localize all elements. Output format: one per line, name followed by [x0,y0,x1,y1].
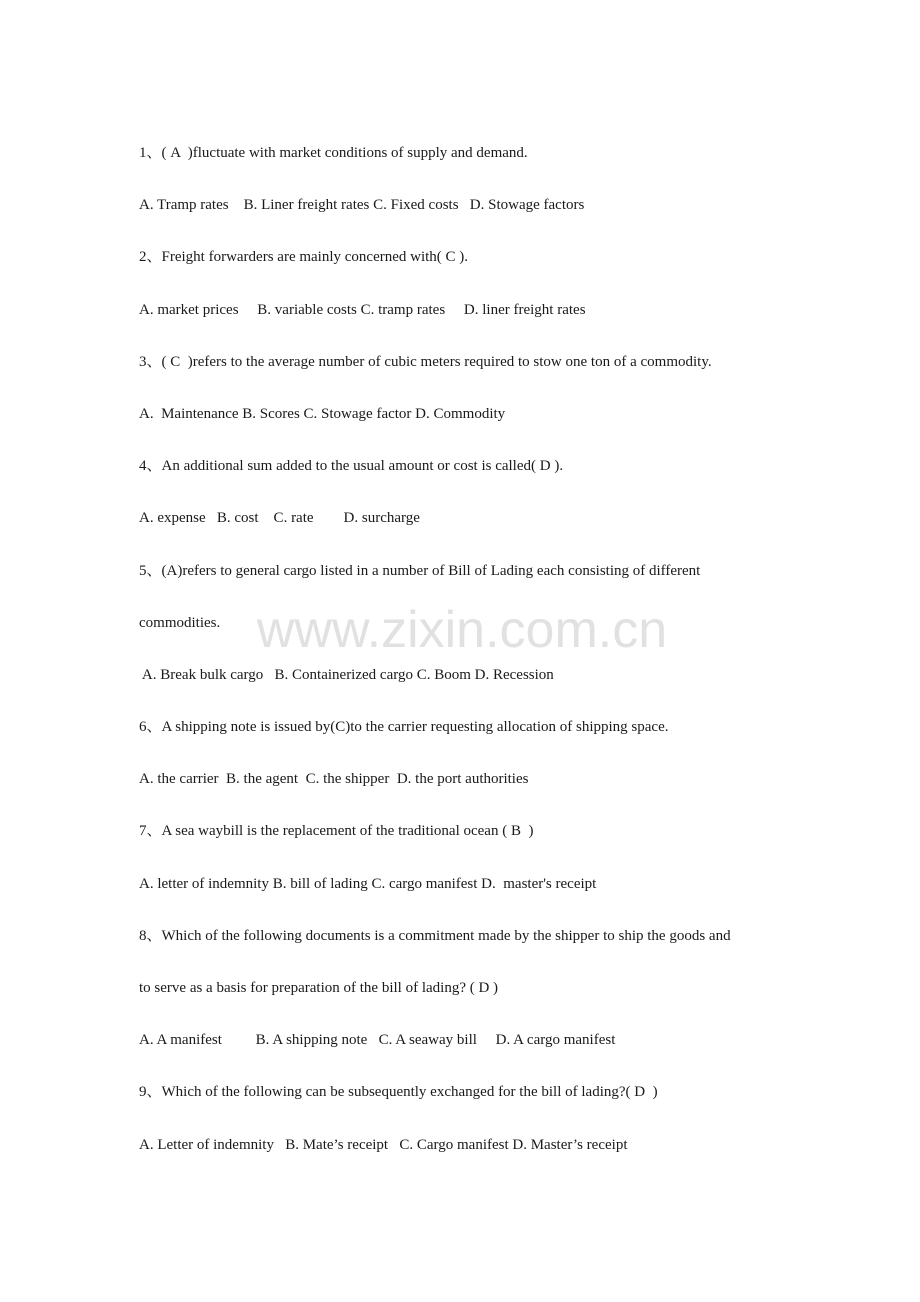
question-6-options: A. the carrier B. the agent C. the shipper D. the port authorities [139,771,529,788]
question-8-text: 8、Which of the following documents is a commitment made by the shipper to ship the goods and [139,927,731,944]
question-9-options: A. Letter of indemnity B. Mate’s receipt C. Cargo manifest D. Master’s receipt [139,1136,628,1153]
question-4-options: A. expense B. cost C. rate D. surcharge [139,510,420,527]
question-5-text-continued: commodities. [139,614,221,631]
question-9-text: 9、Which of the following can be subsequently exchanged for the bill of lading?( D ) [139,1084,658,1101]
question-4-text: 4、An additional sum added to the usual amount or cost is called( D ). [139,458,564,475]
question-2-text: 2、Freight forwarders are mainly concerned with( C ). [139,249,469,266]
question-8-text-continued: to serve as a basis for preparation of the bill of lading? ( D ) [139,980,499,996]
question-3-options: A. Maintenance B. Scores C. Stowage factor D. Commodity [139,405,506,422]
question-2-options: A. market prices B. variable costs C. tramp rates D. liner freight rates [139,301,586,318]
question-1-options: A. Tramp rates B. Liner freight rates C. Fixed costs D. Stowage factors [139,197,585,214]
question-7-options: A. letter of indemnity B. bill of lading C. cargo manifest D. master's receipt [139,875,597,892]
watermark: www.zixin.com.cn [256,601,668,659]
question-1-text: 1、( A )fluctuate with market conditions of supply and demand. [139,145,528,161]
question-list [139,127,799,1171]
question-5-text: 5、(A)refers to general cargo listed in a number of Bill of Lading each consisting of different [139,562,701,579]
question-7-text: 7、A sea waybill is the replacement of the traditional ocean ( B ) [139,823,534,840]
question-3-text: 3、( C )refers to the average number of cubic meters required to stow one ton of a commodity. [139,353,712,370]
question-8-options: A. A manifest B. A shipping note C. A seaway bill D. A cargo manifest [139,1032,616,1049]
question-6-text: 6、A shipping note is issued by(C)to the carrier requesting allocation of shipping space. [139,719,669,736]
question-5-options: A. Break bulk cargo B. Containerized cargo C. Boom D. Recession [139,666,554,683]
